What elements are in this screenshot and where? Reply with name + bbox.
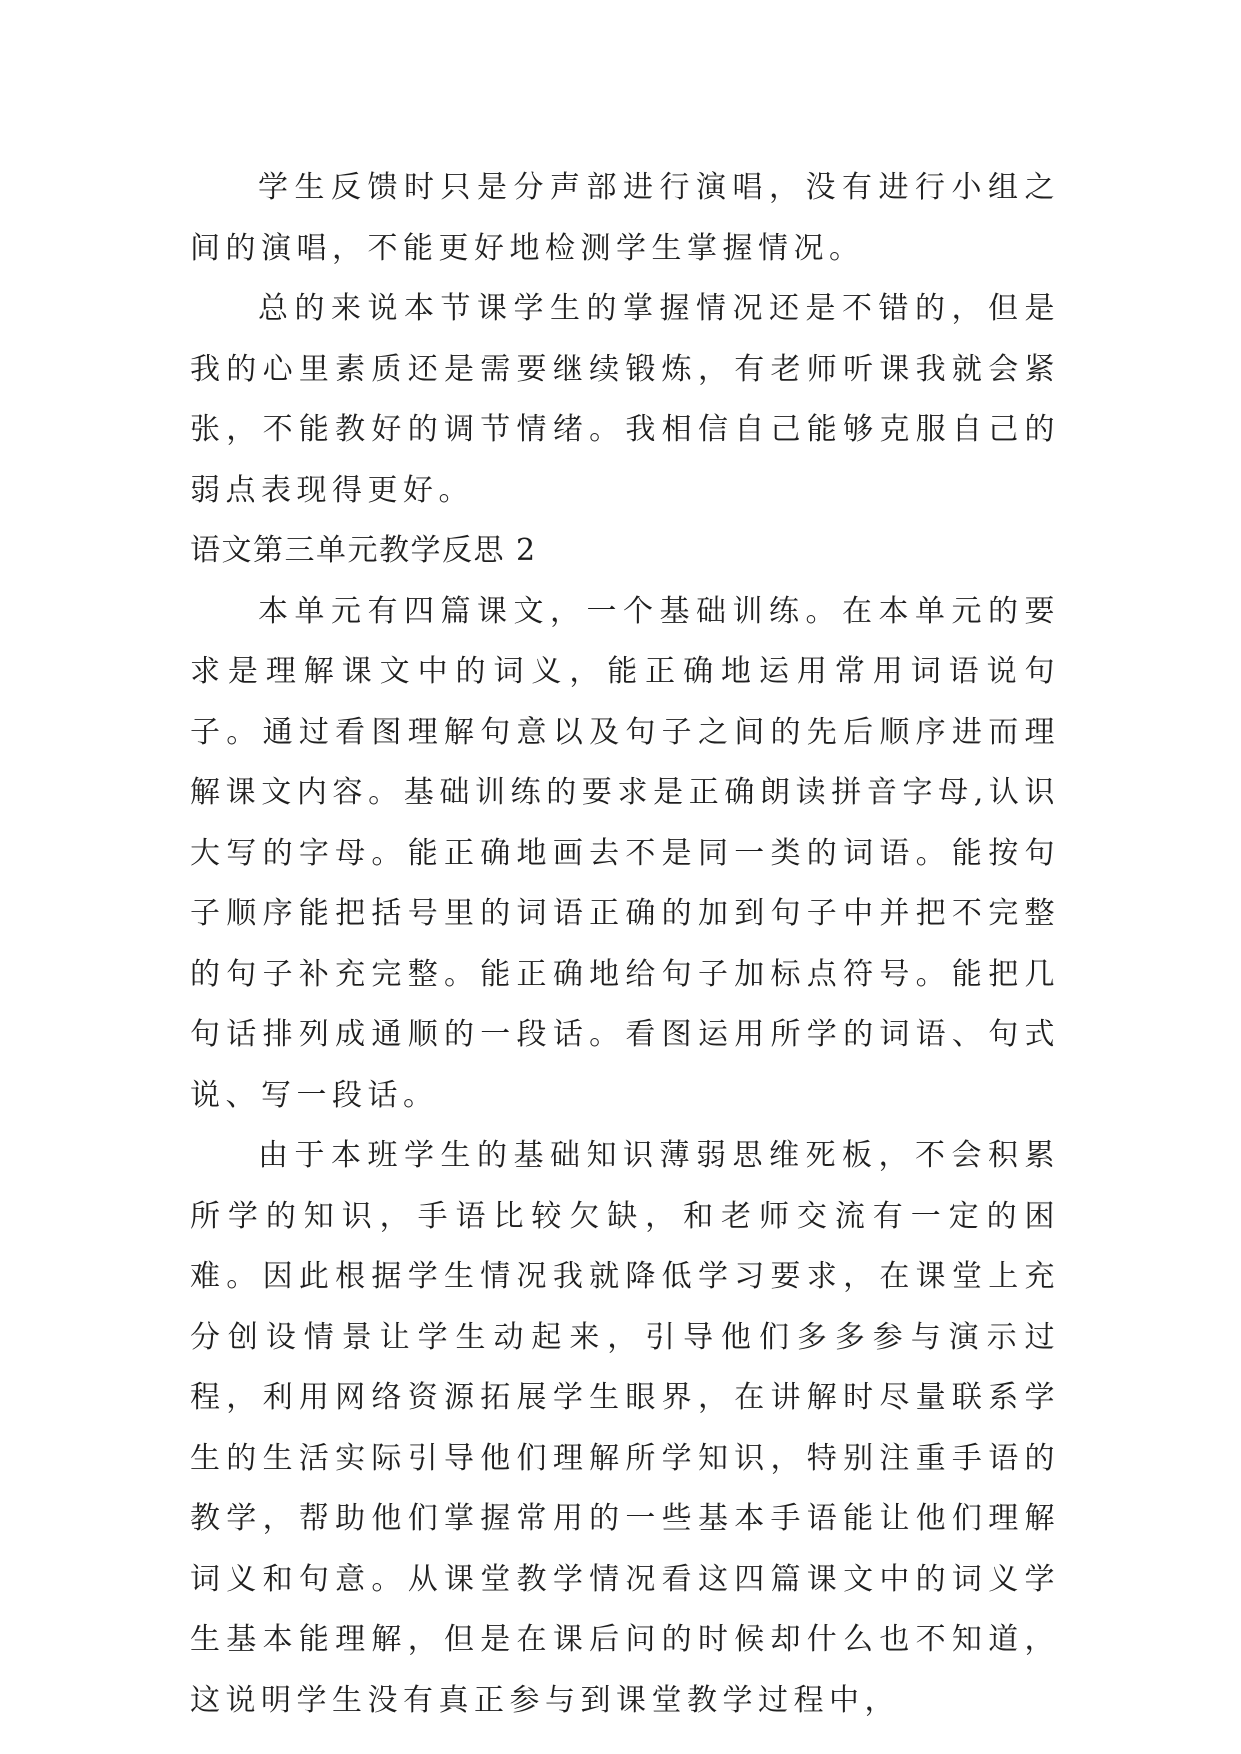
paragraph-class-situation: 由于本班学生的基础知识薄弱思维死板，不会积累所学的知识，手语比较欠缺，和老师交流有一定的困难。因此根据学生情况我就降低学习要求，在课堂上充分创设情景让学生动起来，引导他们多多参与演示过程，利用网络资源拓展学生眼界，在讲解时尽量联系学生的生活实际引导他们理解所学知识，特别注重手语的教学，帮助他们掌握常用的一些基本手语能让他们理解词义和句意。从课堂教学情况看这四篇课文中的词义学生基本能理解，但是在课后问的时候却什么也不知道，这说明学生没有真正参与到课堂教学过程中，	[190, 1138, 1060, 1718]
document-body	[190, 158, 1060, 1731]
paragraph-summary: 总的来说本节课学生的掌握情况还是不错的，但是我的心里素质还是需要继续锻炼，有老师听课我就会紧张，不能教好的调节情绪。我相信自己能够克服自己的弱点表现得更好。	[190, 291, 1060, 508]
paragraph-feedback: 学生反馈时只是分声部进行演唱，没有进行小组之间的演唱，不能更好地检测学生掌握情况。	[190, 170, 1060, 266]
section-heading: 语文第三单元教学反思 2	[190, 533, 537, 568]
paragraph-unit-overview: 本单元有四篇课文，一个基础训练。在本单元的要求是理解课文中的词义，能正确地运用常用词语说句子。通过看图理解句意以及句子之间的先后顺序进而理解课文内容。基础训练的要求是正确朗读拼音字母,认识大写的字母。能正确地画去不是同一类的词语。能按句子顺序能把括号里的词语正确的加到句子中并把不完整的句子补充完整。能正确地给句子加标点符号。能把几句话排列成通顺的一段话。看图运用所学的词语、句式说、写一段话。	[190, 593, 1060, 1113]
